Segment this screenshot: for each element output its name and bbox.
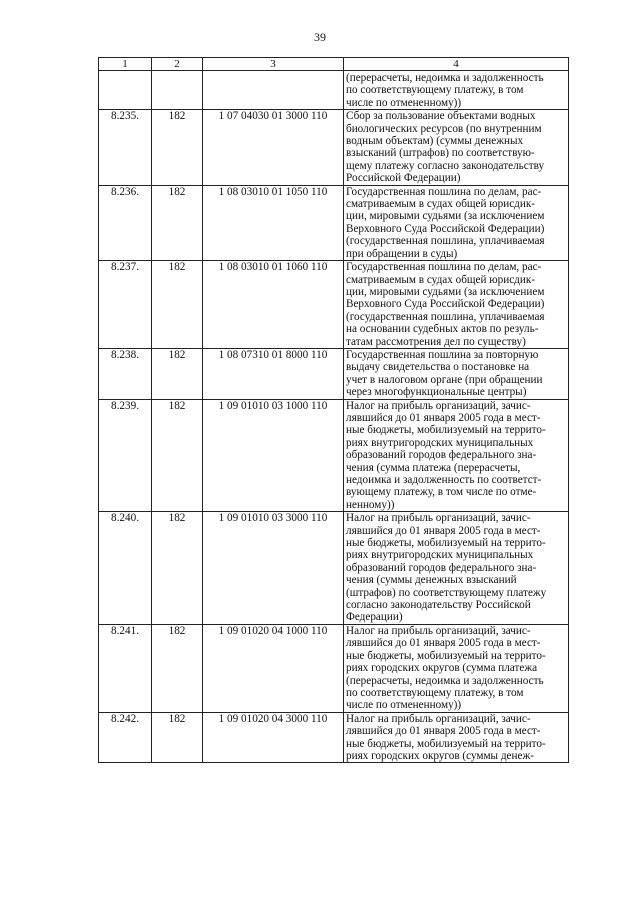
desc-line: Налог на прибыль организаций, зачис- xyxy=(346,624,531,637)
desc-line: ные бюджеты, мобилизуемый на террито- xyxy=(346,537,546,550)
admin-code: 182 xyxy=(152,185,203,260)
desc-line: Сбор за пользование объектами водных xyxy=(346,110,536,123)
desc-line: Верховного Суда Российской Федерации) xyxy=(346,222,545,235)
desc-line: на основании судебных актов по резуль- xyxy=(346,323,539,336)
desc-line: щему платежу согласно законодательству xyxy=(346,159,545,172)
header-col-1: 1 xyxy=(99,58,152,71)
header-col-4: 4 xyxy=(344,58,569,71)
desc-line: выдачу свидетельства о постановке на xyxy=(346,361,530,374)
desc-line: Государственная пошлина по делам, рас- xyxy=(346,261,542,274)
desc-line: по соответствующему платежу, в том xyxy=(346,686,524,699)
budget-code: 1 09 01010 03 3000 110 xyxy=(203,512,344,625)
budget-code: 1 09 01020 04 3000 110 xyxy=(203,712,344,763)
row-number: 8.241. xyxy=(99,624,152,712)
admin-code: 182 xyxy=(152,399,203,512)
admin-code: 182 xyxy=(152,110,203,185)
row-number: 8.238. xyxy=(99,348,152,399)
header-col-2: 2 xyxy=(152,58,203,71)
continuation-description xyxy=(344,71,569,110)
row-description xyxy=(344,712,569,763)
row-number: 8.237. xyxy=(99,261,152,349)
desc-line: лявшийся до 01 января 2005 года в мест- xyxy=(346,725,541,738)
admin-code: 182 xyxy=(152,348,203,399)
desc-line: вующему платежу, в том числе по отме- xyxy=(346,486,537,499)
row-number: 8.242. xyxy=(99,712,152,763)
desc-line: сматриваемым в судах общей юрисдик- xyxy=(346,198,536,211)
row-number: 8.239. xyxy=(99,399,152,512)
desc-line: ненному)) xyxy=(346,498,395,511)
desc-line: лявшийся до 01 января 2005 года в мест- xyxy=(346,637,541,650)
admin-code: 182 xyxy=(152,712,203,763)
table-row xyxy=(99,261,569,349)
row-description xyxy=(344,399,569,512)
desc-line: татам рассмотрения дел по существу) xyxy=(346,335,526,348)
desc-line: числе по отмененному)) xyxy=(346,96,462,109)
page-number: 39 xyxy=(314,30,326,44)
cell-empty xyxy=(203,71,344,110)
budget-code: 1 08 07310 01 8000 110 xyxy=(203,348,344,399)
row-description xyxy=(344,185,569,260)
desc-line: риях внутригородских муниципальных xyxy=(346,549,534,562)
admin-code: 182 xyxy=(152,624,203,712)
row-description xyxy=(344,261,569,349)
desc-line: Верховного Суда Российской Федерации) xyxy=(346,298,545,311)
desc-line: числе по отмененному)) xyxy=(346,699,462,712)
admin-code: 182 xyxy=(152,512,203,625)
row-number: 8.240. xyxy=(99,512,152,625)
budget-code: 1 09 01020 04 1000 110 xyxy=(203,624,344,712)
desc-line: чения (сумма платежа (перерасчеты, xyxy=(346,461,521,474)
budget-code: 1 07 04030 01 3000 110 xyxy=(203,110,344,185)
desc-line: Российской Федерации) xyxy=(346,172,461,185)
desc-line: Федерации) xyxy=(346,611,403,624)
table-row xyxy=(99,185,569,260)
desc-line: по соответствующему платежу, в том xyxy=(346,84,524,97)
header-col-3: 3 xyxy=(203,58,344,71)
desc-line: Налог на прибыль организаций, зачис- xyxy=(346,512,531,525)
desc-line: риях городских округов (сумма платежа xyxy=(346,662,538,675)
desc-line: (перерасчеты, недоимка и задолженность xyxy=(346,72,544,84)
desc-line: Налог на прибыль организаций, зачис- xyxy=(346,399,531,412)
table-row xyxy=(99,512,569,625)
table-row xyxy=(99,399,569,512)
table-row xyxy=(99,110,569,185)
row-description xyxy=(344,110,569,185)
table-row xyxy=(99,348,569,399)
budget-code: 1 08 03010 01 1060 110 xyxy=(203,261,344,349)
row-description xyxy=(344,348,569,399)
desc-line: при обращении в суды) xyxy=(346,247,458,260)
budget-code: 1 08 03010 01 1050 110 xyxy=(203,185,344,260)
codes-table xyxy=(98,57,569,763)
desc-line: образований городов федерального зна- xyxy=(346,449,537,462)
desc-line: Государственная пошлина по делам, рас- xyxy=(346,185,542,198)
desc-line: ции, мировыми судьями (за исключением xyxy=(346,285,545,298)
row-number: 8.235. xyxy=(99,110,152,185)
desc-line: лявшийся до 01 января 2005 года в мест- xyxy=(346,411,541,424)
row-description xyxy=(344,512,569,625)
continuation-row xyxy=(99,71,569,110)
desc-line: ции, мировыми судьями (за исключением xyxy=(346,210,545,223)
desc-line: риях городских округов (суммы денеж- xyxy=(346,749,534,762)
desc-line: Государственная пошлина за повторную xyxy=(346,348,539,361)
table-row xyxy=(99,712,569,763)
row-description xyxy=(344,624,569,712)
desc-line: образований городов федерального зна- xyxy=(346,561,537,574)
header-row xyxy=(99,58,569,71)
desc-line: (государственная пошлина, уплачиваемая xyxy=(346,235,545,248)
desc-line: лявшийся до 01 января 2005 года в мест- xyxy=(346,524,541,537)
desc-line: ные бюджеты, мобилизуемый на террито- xyxy=(346,737,546,750)
desc-line: через многофункциональные центры) xyxy=(346,386,527,399)
desc-line: водным объектам) (суммы денежных xyxy=(346,135,524,148)
desc-line: Налог на прибыль организаций, зачис- xyxy=(346,712,531,725)
desc-line: чения (суммы денежных взысканий xyxy=(346,574,517,587)
desc-line: ные бюджеты, мобилизуемый на террито- xyxy=(346,649,546,662)
desc-line: сматриваемым в судах общей юрисдик- xyxy=(346,273,536,286)
cell-empty xyxy=(99,71,152,110)
desc-line: учет в налоговом органе (при обращении xyxy=(346,373,543,386)
desc-line: согласно законодательству Российской xyxy=(346,599,531,612)
desc-line: (государственная пошлина, уплачиваемая xyxy=(346,310,545,323)
admin-code: 182 xyxy=(152,261,203,349)
desc-line: (штрафов) по соответствующему платежу xyxy=(346,586,547,599)
desc-line: взысканий (штрафов) по соответствую- xyxy=(346,147,535,160)
desc-line: (перерасчеты, недоимка и задолженность xyxy=(346,674,544,687)
desc-line: ные бюджеты, мобилизуемый на террито- xyxy=(346,424,546,437)
table-row xyxy=(99,624,569,712)
cell-empty xyxy=(152,71,203,110)
budget-code: 1 09 01010 03 1000 110 xyxy=(203,399,344,512)
desc-line: недоимка и задолженность по соответст- xyxy=(346,474,542,486)
desc-line: риях внутригородских муниципальных xyxy=(346,436,534,449)
desc-line: биологических ресурсов (по внутренним xyxy=(346,122,542,135)
row-number: 8.236. xyxy=(99,185,152,260)
